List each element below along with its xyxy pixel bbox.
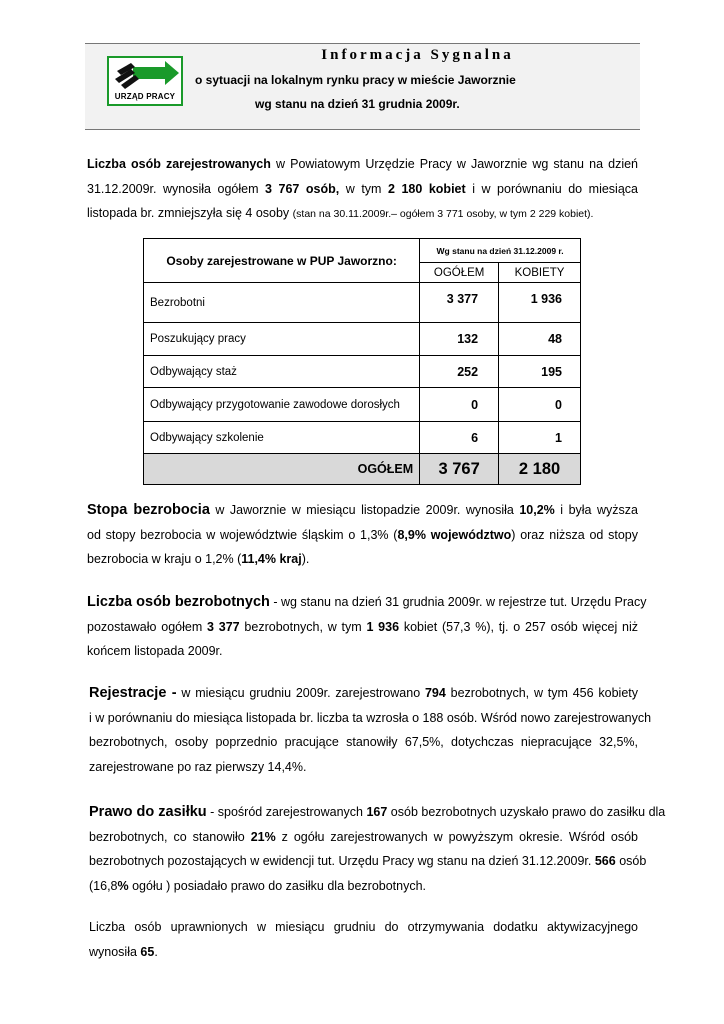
unemployed-count-paragraph: [87, 590, 647, 664]
para-text: zarejestrowane po raz pierwszy 14,4%.: [89, 759, 307, 774]
para-text: w miesiącu grudniu 2009r. zarejestrowano: [176, 686, 425, 700]
para-text: .: [154, 944, 158, 959]
table-row: [144, 323, 581, 356]
row-label: Odbywający szkolenie: [144, 422, 420, 454]
section-lead: Stopa bezrobocia: [87, 502, 210, 518]
para-text: z ogółu zarejestrowanych w powyższym okresie. Wśród osób: [275, 829, 638, 844]
intro-text: i w porównaniu do miesiąca: [465, 181, 638, 196]
para-text: ).: [301, 552, 310, 566]
total-all: 3 767: [420, 454, 499, 485]
document-date-line: wg stanu na dzień 31 grudnia 2009r.: [255, 97, 460, 111]
section-lead: Liczba osób bezrobotnych: [87, 594, 270, 610]
row-label: Poszukujący pracy: [144, 323, 420, 356]
row-total: 0: [420, 388, 499, 422]
row-total: 6: [420, 422, 499, 454]
para-text: końcem listopada 2009r.: [87, 644, 223, 658]
table-total-row: [144, 454, 581, 485]
para-text: bezrobotnych, osoby poprzednio pracujące stanowiły 67,5%, dotychczas niepracujące 32,5%,: [89, 735, 638, 749]
unemployed-women: 1 936: [366, 619, 400, 634]
column-header-total: OGÓŁEM: [420, 263, 499, 283]
document-title: Informacja Sygnalna: [321, 47, 514, 63]
row-label: Odbywający przygotowanie zawodowe dorosłych: [144, 388, 420, 422]
para-text: osób: [615, 854, 647, 868]
para-text: i w porównaniu do miesiąca listopada br. liczba ta wzrosła o 188 osób. Wśród nowo zarejestrowanych: [89, 710, 652, 725]
row-total: 132: [420, 323, 499, 356]
intro-text: w Powiatowym Urzędzie Pracy w Jaworznie wg stanu na dzień: [270, 157, 639, 171]
table-row: [144, 283, 581, 323]
unemployment-rate-paragraph: [87, 498, 638, 572]
row-women: 195: [499, 356, 581, 388]
para-text: w Jaworznie w miesiącu listopadzie 2009r. wynosiła: [209, 503, 520, 517]
benefit-holders: 566: [594, 854, 616, 868]
column-header-women: KOBIETY: [499, 263, 581, 283]
intro-text: w tym: [339, 181, 388, 196]
para-text: i była wyższa: [554, 503, 638, 517]
intro-paragraph: [87, 152, 638, 227]
para-text: bezrobotnych pozostających w ewidencji tut. Urzędu Pracy wg stanu na dzień 31.12.2009r.: [89, 854, 595, 868]
total-women: 2 180: [499, 454, 581, 485]
registrations-paragraph: [89, 681, 652, 779]
activation-allowance-paragraph: [89, 915, 638, 964]
table-date-header: Wg stanu na dzień 31.12.2009 r.: [420, 239, 581, 263]
urzad-pracy-logo: [107, 56, 183, 106]
rate-country: 11,4% kraj: [241, 552, 302, 566]
intro-women: 2 180 kobiet: [387, 181, 466, 196]
para-text: - wg stanu na dzień 31 grudnia 2009r. w rejestrze tut. Urzędu Pracy: [269, 595, 647, 609]
row-women: 1 936: [499, 283, 581, 323]
row-label: Bezrobotni: [144, 283, 420, 323]
arrow-logo-icon: [113, 61, 179, 91]
logo-text: URZĄD PRACY: [114, 92, 176, 101]
total-label: OGÓŁEM: [144, 454, 420, 485]
section-lead: Prawo do zasiłku: [89, 804, 207, 820]
benefit-share: 21%: [250, 829, 276, 844]
para-text: (16,8: [89, 878, 118, 893]
table-header-label: Osoby zarejestrowane w PUP Jaworzno:: [144, 239, 420, 283]
rate-voivodeship: 8,9% województwo: [397, 527, 512, 542]
para-text: - spośród zarejestrowanych: [206, 805, 367, 819]
para-text: bezrobotnych, co stanowiło: [89, 829, 251, 844]
intro-text: listopada br. zmniejszyła się 4 osoby: [87, 206, 293, 220]
para-text: osób bezrobotnych uzyskało prawo do zasiłku dla: [387, 805, 666, 819]
table-row: [144, 388, 581, 422]
rate-value: 10,2%: [519, 503, 555, 517]
intro-total: 3 767 osób,: [265, 181, 340, 196]
intro-lead: Liczba osób zarejestrowanych: [87, 157, 271, 171]
section-lead: Rejestracje -: [89, 685, 177, 701]
para-text: ogółu ) posiadało prawo do zasiłku dla bezrobotnych.: [128, 878, 427, 893]
row-women: 0: [499, 388, 581, 422]
para-text: bezrobotnych, w tym 456 kobiety: [445, 686, 638, 700]
registered-persons-table: [143, 238, 581, 485]
para-text: ) oraz niższa od stopy: [511, 527, 639, 542]
intro-text: 31.12.2009r. wynosiła ogółem: [87, 181, 266, 196]
row-total: 252: [420, 356, 499, 388]
table-row: [144, 356, 581, 388]
row-label: Odbywający staż: [144, 356, 420, 388]
benefit-paragraph: [89, 800, 666, 898]
row-total: 3 377: [420, 283, 499, 323]
unemployed-total: 3 377: [207, 619, 240, 634]
table-row: [144, 422, 581, 454]
allowance-count: 65: [140, 944, 155, 959]
registered-count: 794: [424, 686, 446, 700]
intro-note: (stan na 30.11.2009r.– ogółem 3 771 osoby, w tym 2 229 kobiet).: [292, 208, 594, 220]
para-text: bezrobocia w kraju o 1,2% (: [87, 552, 242, 566]
para-text: od stopy bezrobocia w województwie śląskim o 1,3% (: [87, 527, 398, 542]
row-women: 1: [499, 422, 581, 454]
para-text: pozostawało ogółem: [87, 619, 208, 634]
row-women: 48: [499, 323, 581, 356]
para-text: wynosiła: [89, 944, 141, 959]
benefit-count: 167: [366, 805, 388, 819]
para-text: Liczba osób uprawnionych w miesiącu grudniu do otrzymywania dodatku aktywizacyjnego: [89, 920, 638, 934]
para-text: bezrobotnych, w tym: [239, 619, 367, 634]
header-box: [85, 43, 640, 130]
percent-sign: %: [117, 878, 129, 893]
document-subtitle: o sytuacji na lokalnym rynku pracy w mieście Jaworznie: [195, 73, 516, 87]
para-text: kobiet (57,3 %), tj. o 257 osób więcej niż: [399, 619, 639, 634]
